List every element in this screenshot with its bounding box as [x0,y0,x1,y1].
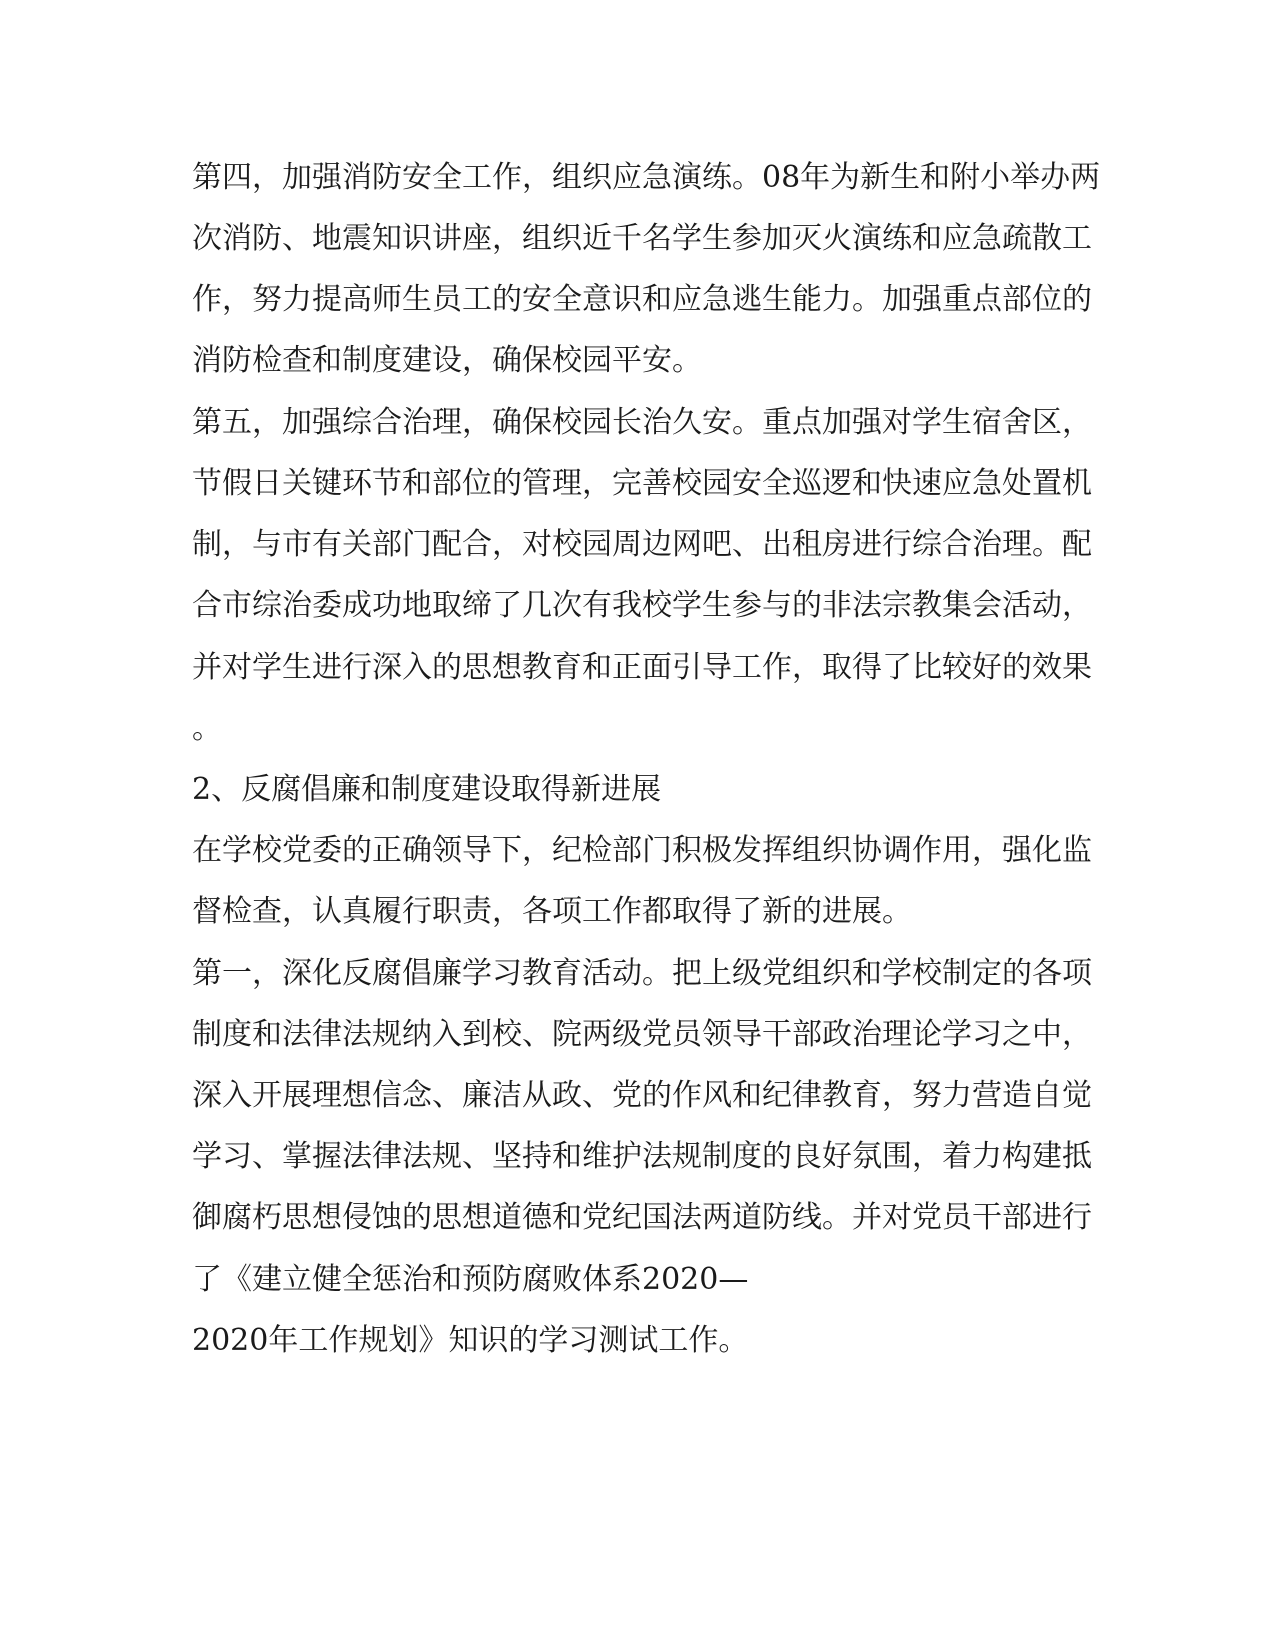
text-line: 合市综治委成功地取缔了几次有我校学生参与的非法宗教集会活动， [192,588,1092,623]
text-line: 次消防、地震知识讲座，组织近千名学生参加灭火演练和应急疏散工 [192,221,1092,256]
text-line: 作，努力提高师生员工的安全意识和应急逃生能力。加强重点部位的 [192,282,1092,317]
text-line: 2020年工作规划》知识的学习测试工作。 [192,1323,749,1358]
text-line: 学习、掌握法律法规、坚持和维护法规制度的良好氛围，着力构建抵 [192,1139,1092,1174]
text-line: 。 [192,711,222,746]
text-line: 制，与市有关部门配合，对校园周边网吧、出租房进行综合治理。配 [192,527,1092,562]
text-line: 并对学生进行深入的思想教育和正面引导工作，取得了比较好的效果 [192,650,1092,685]
text-line: 消防检查和制度建设，确保校园平安。 [192,343,702,378]
text-line: 第一，深化反腐倡廉学习教育活动。把上级党组织和学校制定的各项 [192,956,1092,991]
text-line: 了《建立健全惩治和预防腐败体系2020— [192,1262,749,1297]
text-line: 深入开展理想信念、廉洁从政、党的作风和纪律教育，努力营造自觉 [192,1078,1092,1113]
text-line: 制度和法律法规纳入到校、院两级党员领导干部政治理论学习之中， [192,1017,1092,1052]
text-line: 在学校党委的正确领导下，纪检部门积极发挥组织协调作用，强化监 [192,833,1092,868]
text-line: 第五，加强综合治理，确保校园长治久安。重点加强对学生宿舍区， [192,405,1092,440]
text-line: 督检查，认真履行职责，各项工作都取得了新的进展。 [192,894,912,929]
section-heading: 2、反腐倡廉和制度建设取得新进展 [192,772,662,807]
text-line: 第四，加强消防安全工作，组织应急演练。08年为新生和附小举办两 [192,160,1101,195]
text-line: 御腐朽思想侵蚀的思想道德和党纪国法两道防线。并对党员干部进行 [192,1200,1092,1235]
text-line: 节假日关键环节和部位的管理，完善校园安全巡逻和快速应急处置机 [192,466,1092,501]
